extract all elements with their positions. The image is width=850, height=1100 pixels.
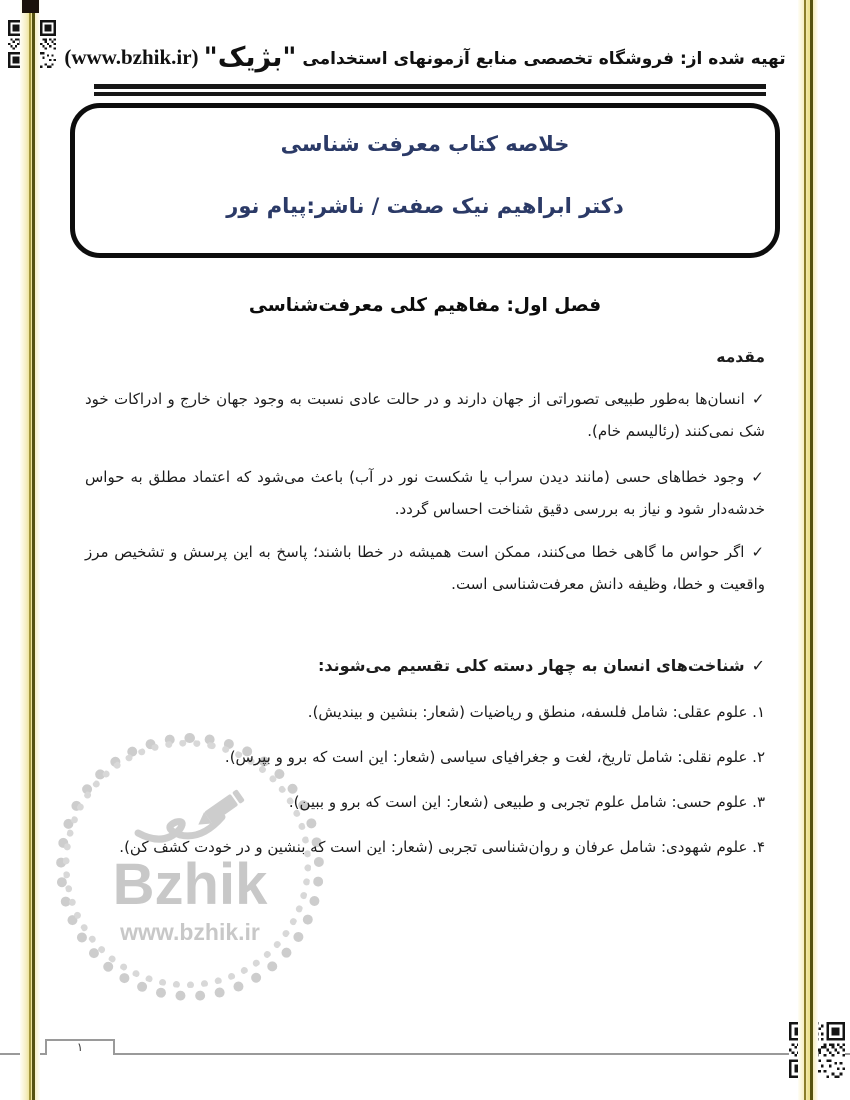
page-number: ۱ xyxy=(76,1040,84,1054)
watermark-brand-text: Bzhik xyxy=(112,852,268,917)
book-author-publisher: دکتر ابراهیم نیک صفت / ناشر:پیام نور xyxy=(226,194,624,218)
knowledge-types-heading xyxy=(85,650,765,682)
intro-paragraph xyxy=(85,383,765,447)
page-number-tab xyxy=(45,1039,115,1055)
book-title-box xyxy=(70,103,780,258)
left-gold-border-light-line xyxy=(29,0,31,1100)
header-site-url: (www.bzhik.ir) xyxy=(64,45,199,69)
heading-text: شناخت‌های انسان به چهار دسته کلی تقسیم می‌شوند: xyxy=(318,656,745,675)
header-source-line xyxy=(0,42,850,73)
checkmark-icon: ✓ xyxy=(751,543,765,561)
right-gold-border-dark-line xyxy=(810,0,813,1100)
list-item: ۱. علوم عقلی: شامل فلسفه، منطق و ریاضیات (شعار: بنشین و بیندیش). xyxy=(307,703,765,721)
left-gold-border-dark-line xyxy=(32,0,35,1100)
left-gold-border xyxy=(20,0,40,1100)
intro-heading: مقدمه xyxy=(716,348,765,366)
checkmark-icon: ✓ xyxy=(751,656,765,675)
intro-paragraph xyxy=(85,461,765,525)
intro-paragraph xyxy=(85,536,765,600)
right-gold-border-light-line xyxy=(804,0,806,1100)
right-gold-border xyxy=(798,0,818,1100)
header-brand-text: "بژیک" xyxy=(203,42,297,73)
checkmark-icon: ✓ xyxy=(751,390,765,408)
header-double-rule xyxy=(94,84,766,96)
list-item: ۴. علوم شهودی: شامل عرفان و روان‌شناسی تجربی (شعار: این است که بنشین و در خودت کشف کن). xyxy=(119,838,765,856)
watermark-url-text: www.bzhik.ir xyxy=(120,919,260,945)
chapter-title: فصل اول: مفاهیم کلی معرفت‌شناسی xyxy=(248,295,602,316)
paragraph-text: وجود خطاهای حسی (مانند دیدن سراب یا شکست نور در آب) باعث می‌شود که اعتماد مطلق به حواس خدشه‌دار شود و نیاز به بررسی دقیق شناخت احساس گردد. xyxy=(85,468,765,518)
list-item: ۲. علوم نقلی: شامل تاریخ، لغت و جغرافیای سیاسی (شعار: این است که برو و بپرس). xyxy=(224,748,765,766)
checkmark-icon: ✓ xyxy=(751,468,765,486)
book-title: خلاصه کتاب معرفت شناسی xyxy=(280,132,570,156)
paragraph-text: اگر حواس ما گاهی خطا می‌کنند، ممکن است همیشه در خطا باشند؛ پاسخ به این پرسش و تشخیص مرز واقعیت و خطا، وظیفه دانش معرفت‌شناسی است. xyxy=(85,543,765,593)
paragraph-text: انسان‌ها به‌طور طبیعی تصوراتی از جهان دارند و در حالت عادی نسبت به وجود جهان خارج و ادراکات خود شک نمی‌کنند (رئالیسم خام). xyxy=(85,390,765,440)
body-content xyxy=(85,348,765,876)
footer-rule xyxy=(0,1053,850,1055)
top-left-border-cap xyxy=(22,0,39,13)
list-item: ۳. علوم حسی: شامل علوم تجربی و طبیعی (شعار: این است که برو و ببین). xyxy=(288,793,765,811)
header-prefix-text: تهیه شده از: فروشگاه تخصصی منابع آزمونهای استخدامی xyxy=(296,49,786,69)
